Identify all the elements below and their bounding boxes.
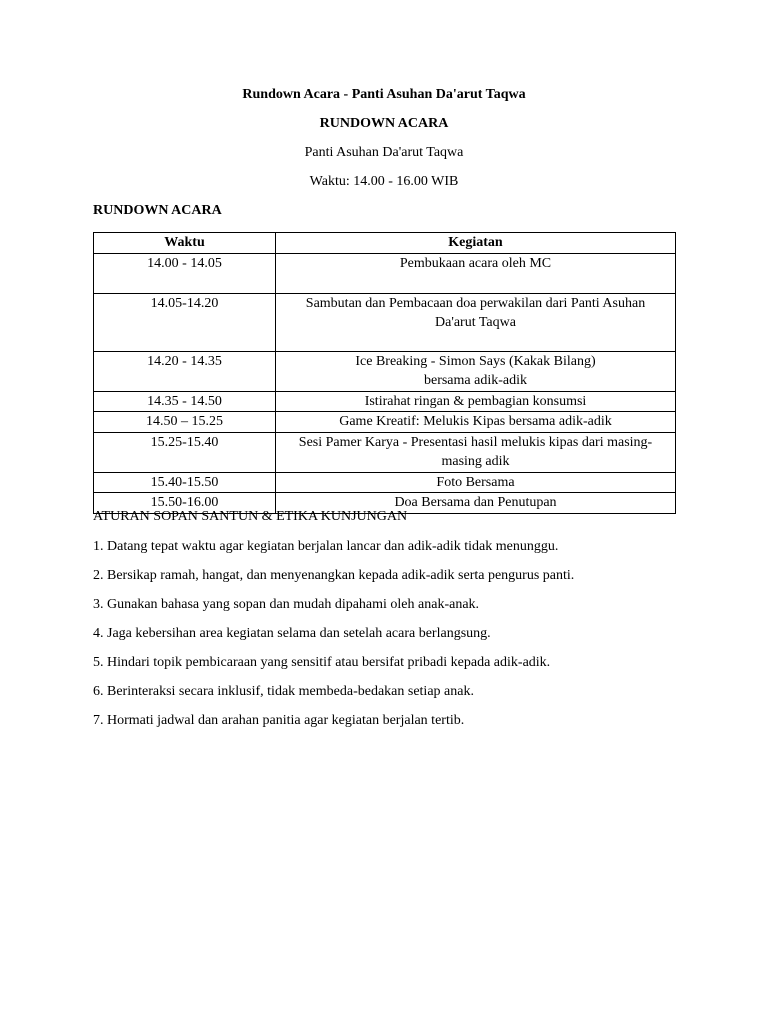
table-row: [94, 432, 676, 472]
time-cell: 14.00 - 14.05: [94, 253, 276, 293]
activity-cell: Game Kreatif: Melukis Kipas bersama adik-adik: [276, 412, 676, 433]
list-item: 4. Jaga kebersihan area kegiatan selama dan setelah acara berlangsung.: [93, 626, 491, 641]
activity-cell: Doa Bersama dan Penutupan: [276, 493, 676, 514]
time-cell: 15.40-15.50: [94, 472, 276, 493]
activity-cell: Ice Breaking - Simon Says (Kakak Bilang) bersama adik-adik: [276, 351, 676, 391]
activity-cell: Pembukaan acara oleh MC: [276, 253, 676, 293]
table-row: [94, 412, 676, 433]
rundown-table: [93, 232, 676, 514]
rules-list: [93, 538, 574, 741]
header-waktu: Waktu: [94, 233, 276, 254]
document-title: Rundown Acara - Panti Asuhan Da'arut Taqwa: [242, 87, 526, 102]
list-item: 1. Datang tepat waktu agar kegiatan berjalan lancar dan adik-adik tidak menunggu.: [93, 539, 559, 554]
list-item: 6. Berinteraksi secara inklusif, tidak membeda-bedakan setiap anak.: [93, 684, 474, 699]
activity-cell: Istirahat ringan & pembagian konsumsi: [276, 391, 676, 412]
time-cell: 14.35 - 14.50: [94, 391, 276, 412]
event-time: Waktu: 14.00 - 16.00 WIB: [309, 174, 459, 189]
time-cell: 14.50 – 15.25: [94, 412, 276, 433]
list-item: 7. Hormati jadwal dan arahan panitia agar kegiatan berjalan tertib.: [93, 713, 465, 728]
activity-cell: Sambutan dan Pembacaan doa perwakilan dari Panti Asuhan Da'arut Taqwa: [276, 293, 676, 351]
table-row: [94, 391, 676, 412]
heading: RUNDOWN ACARA: [319, 116, 449, 131]
time-cell: 14.05-14.20: [94, 293, 276, 351]
table-header-row: [94, 233, 676, 254]
activity-cell: Foto Bersama: [276, 472, 676, 493]
section-title: RUNDOWN ACARA: [93, 203, 222, 218]
table-row: [94, 472, 676, 493]
time-cell: 15.50-16.00: [94, 493, 276, 514]
activity-cell: Sesi Pamer Karya - Presentasi hasil melukis kipas dari masing-masing adik: [276, 432, 676, 472]
time-cell: 15.25-15.40: [94, 432, 276, 472]
time-cell: 14.20 - 14.35: [94, 351, 276, 391]
list-item: 5. Hindari topik pembicaraan yang sensitif atau bersifat pribadi kepada adik-adik.: [93, 655, 551, 670]
header-kegiatan: Kegiatan: [276, 233, 676, 254]
rules-title: ATURAN SOPAN SANTUN & ETIKA KUNJUNGAN: [93, 509, 408, 524]
list-item: 3. Gunakan bahasa yang sopan dan mudah dipahami oleh anak-anak.: [93, 597, 480, 612]
list-item: 2. Bersikap ramah, hangat, dan menyenangkan kepada adik-adik serta pengurus panti.: [93, 568, 575, 583]
organization-name: Panti Asuhan Da'arut Taqwa: [304, 145, 464, 160]
table-row: [94, 253, 676, 293]
table-row: [94, 351, 676, 391]
table-row: [94, 293, 676, 351]
